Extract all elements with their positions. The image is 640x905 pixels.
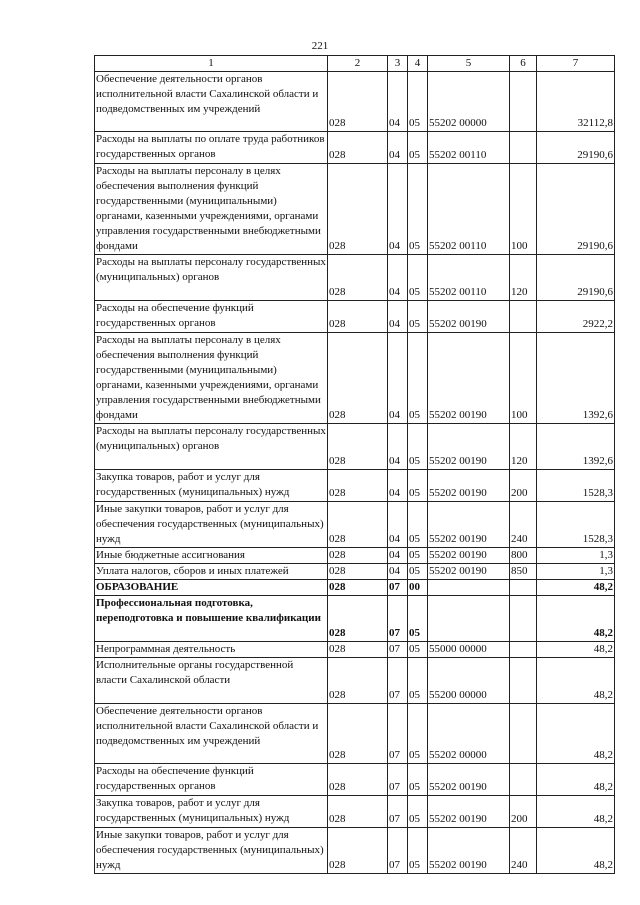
row-section-cell: 04 [388,548,408,564]
table-row [95,764,615,796]
row-name-cell: ОБРАЗОВАНИЕ [95,580,328,596]
row-subsection-cell: 05 [408,333,428,424]
row-subsection-cell: 05 [408,132,428,164]
row-code-cell: 028 [328,301,388,333]
row-amount-cell: 48,2 [537,580,615,596]
row-amount-cell: 1,3 [537,548,615,564]
row-target-cell: 55200 00000 [428,658,510,704]
row-section-cell: 04 [388,333,408,424]
row-section-cell: 04 [388,564,408,580]
row-amount-cell: 48,2 [537,828,615,874]
table-row [95,828,615,874]
table-row [95,502,615,548]
row-target-cell: 55202 00190 [428,424,510,470]
row-name-cell: Непрограммная деятельность [95,642,328,658]
row-expense-type-cell: 240 [510,828,537,874]
row-amount-cell: 48,2 [537,796,615,828]
row-target-cell: 55202 00190 [428,470,510,502]
row-subsection-cell: 05 [408,424,428,470]
row-expense-type-cell [510,301,537,333]
row-subsection-cell: 05 [408,704,428,764]
page-number: 221 [311,40,329,52]
row-subsection-cell: 05 [408,564,428,580]
row-subsection-cell: 05 [408,301,428,333]
row-amount-cell: 1392,6 [537,424,615,470]
row-amount-cell: 29190,6 [537,164,615,255]
row-amount-cell: 1528,3 [537,502,615,548]
header-cell: 3 [388,56,408,72]
row-code-cell: 028 [328,502,388,548]
row-expense-type-cell [510,596,537,642]
row-code-cell: 028 [328,828,388,874]
row-section-cell: 07 [388,642,408,658]
row-expense-type-cell: 100 [510,164,537,255]
row-code-cell: 028 [328,596,388,642]
row-amount-cell: 29190,6 [537,255,615,301]
row-section-cell: 07 [388,704,408,764]
table-row [95,132,615,164]
row-name-cell: Расходы на выплаты по оплате труда работников государственных органов [95,132,328,164]
row-subsection-cell: 05 [408,548,428,564]
row-code-cell: 028 [328,764,388,796]
row-section-cell: 04 [388,470,408,502]
row-target-cell: 55202 00000 [428,704,510,764]
row-amount-cell: 29190,6 [537,132,615,164]
row-expense-type-cell: 120 [510,255,537,301]
table-row [95,704,615,764]
row-section-cell: 07 [388,764,408,796]
row-expense-type-cell: 100 [510,333,537,424]
row-code-cell: 028 [328,72,388,132]
row-amount-cell: 32112,8 [537,72,615,132]
row-name-cell: Иные бюджетные ассигнования [95,548,328,564]
row-target-cell: 55202 00190 [428,548,510,564]
row-target-cell: 55202 00110 [428,255,510,301]
row-code-cell: 028 [328,470,388,502]
row-code-cell: 028 [328,164,388,255]
row-section-cell: 07 [388,828,408,874]
budget-table [94,55,615,874]
row-code-cell: 028 [328,255,388,301]
row-target-cell: 55202 00190 [428,333,510,424]
row-expense-type-cell [510,580,537,596]
row-subsection-cell: 05 [408,502,428,548]
row-code-cell: 028 [328,796,388,828]
row-name-cell: Иные закупки товаров, работ и услуг для обеспечения государственных (муниципальных) нужд [95,502,328,548]
row-section-cell: 04 [388,255,408,301]
row-amount-cell: 1528,3 [537,470,615,502]
row-name-cell: Обеспечение деятельности органов исполнительной власти Сахалинской области и подведомственных им учреждений [95,72,328,132]
row-subsection-cell: 05 [408,164,428,255]
row-section-cell: 07 [388,596,408,642]
row-section-cell: 07 [388,580,408,596]
row-section-cell: 04 [388,72,408,132]
table-row [95,564,615,580]
table-row [95,580,615,596]
header-cell: 6 [510,56,537,72]
row-section-cell: 04 [388,301,408,333]
row-expense-type-cell [510,642,537,658]
row-expense-type-cell: 240 [510,502,537,548]
row-expense-type-cell: 850 [510,564,537,580]
row-code-cell: 028 [328,704,388,764]
row-amount-cell: 48,2 [537,596,615,642]
row-name-cell: Закупка товаров, работ и услуг для государственных (муниципальных) нужд [95,796,328,828]
row-subsection-cell: 05 [408,470,428,502]
row-section-cell: 07 [388,658,408,704]
row-subsection-cell: 05 [408,658,428,704]
table-row [95,424,615,470]
row-expense-type-cell [510,72,537,132]
row-name-cell: Расходы на выплаты персоналу государственных (муниципальных) органов [95,255,328,301]
row-subsection-cell: 05 [408,642,428,658]
row-target-cell: 55202 00190 [428,564,510,580]
row-target-cell: 55202 00110 [428,164,510,255]
row-amount-cell: 48,2 [537,642,615,658]
row-section-cell: 07 [388,796,408,828]
row-target-cell: 55202 00000 [428,72,510,132]
row-section-cell: 04 [388,164,408,255]
table-row [95,596,615,642]
row-section-cell: 04 [388,502,408,548]
table-row [95,164,615,255]
table-row [95,333,615,424]
header-cell: 2 [328,56,388,72]
table-row [95,796,615,828]
row-name-cell: Закупка товаров, работ и услуг для государственных (муниципальных) нужд [95,470,328,502]
row-expense-type-cell: 120 [510,424,537,470]
row-target-cell: 55202 00190 [428,502,510,548]
table-row [95,658,615,704]
row-name-cell: Обеспечение деятельности органов исполнительной власти Сахалинской области и подведомственных им учреждений [95,704,328,764]
row-target-cell: 55202 00190 [428,828,510,874]
row-name-cell: Расходы на выплаты персоналу государственных (муниципальных) органов [95,424,328,470]
table-row [95,301,615,333]
row-amount-cell: 48,2 [537,764,615,796]
header-cell: 7 [537,56,615,72]
table-row [95,470,615,502]
row-code-cell: 028 [328,642,388,658]
row-name-cell: Расходы на выплаты персоналу в целях обеспечения выполнения функций государственными (муниципальными) органами, казенными учреждениями, органами управления государственными внебюджетными фондами [95,333,328,424]
row-target-cell: 55000 00000 [428,642,510,658]
row-subsection-cell: 05 [408,596,428,642]
row-subsection-cell: 05 [408,255,428,301]
row-code-cell: 028 [328,333,388,424]
row-name-cell: Исполнительные органы государственной власти Сахалинской области [95,658,328,704]
row-amount-cell: 2922,2 [537,301,615,333]
row-code-cell: 028 [328,132,388,164]
row-subsection-cell: 05 [408,764,428,796]
row-subsection-cell: 05 [408,828,428,874]
row-target-cell: 55202 00190 [428,764,510,796]
row-name-cell: Расходы на обеспечение функций государственных органов [95,301,328,333]
row-expense-type-cell [510,132,537,164]
row-target-cell: 55202 00110 [428,132,510,164]
row-expense-type-cell: 200 [510,470,537,502]
row-expense-type-cell [510,658,537,704]
row-target-cell: 55202 00190 [428,796,510,828]
row-name-cell: Расходы на обеспечение функций государственных органов [95,764,328,796]
row-subsection-cell: 05 [408,796,428,828]
header-cell: 5 [428,56,510,72]
header-cell: 1 [95,56,328,72]
row-subsection-cell: 05 [408,72,428,132]
table-header-row [95,56,615,72]
row-amount-cell: 48,2 [537,704,615,764]
row-code-cell: 028 [328,424,388,470]
row-code-cell: 028 [328,548,388,564]
row-target-cell [428,580,510,596]
row-code-cell: 028 [328,658,388,704]
row-target-cell [428,596,510,642]
row-subsection-cell: 00 [408,580,428,596]
table-row [95,255,615,301]
row-code-cell: 028 [328,564,388,580]
row-expense-type-cell: 800 [510,548,537,564]
row-section-cell: 04 [388,424,408,470]
row-section-cell: 04 [388,132,408,164]
row-target-cell: 55202 00190 [428,301,510,333]
row-name-cell: Профессиональная подготовка, переподготовка и повышение квалификации [95,596,328,642]
row-expense-type-cell [510,704,537,764]
table-row [95,72,615,132]
table-row [95,642,615,658]
row-code-cell: 028 [328,580,388,596]
header-cell: 4 [408,56,428,72]
row-name-cell: Расходы на выплаты персоналу в целях обеспечения выполнения функций государственными (муниципальными) органами, казенными учреждениями, органами управления государственными внебюджетными фондами [95,164,328,255]
row-amount-cell: 1,3 [537,564,615,580]
row-amount-cell: 48,2 [537,658,615,704]
row-amount-cell: 1392,6 [537,333,615,424]
row-name-cell: Уплата налогов, сборов и иных платежей [95,564,328,580]
row-name-cell: Иные закупки товаров, работ и услуг для обеспечения государственных (муниципальных) нужд [95,828,328,874]
row-expense-type-cell [510,764,537,796]
table-row [95,548,615,564]
row-expense-type-cell: 200 [510,796,537,828]
